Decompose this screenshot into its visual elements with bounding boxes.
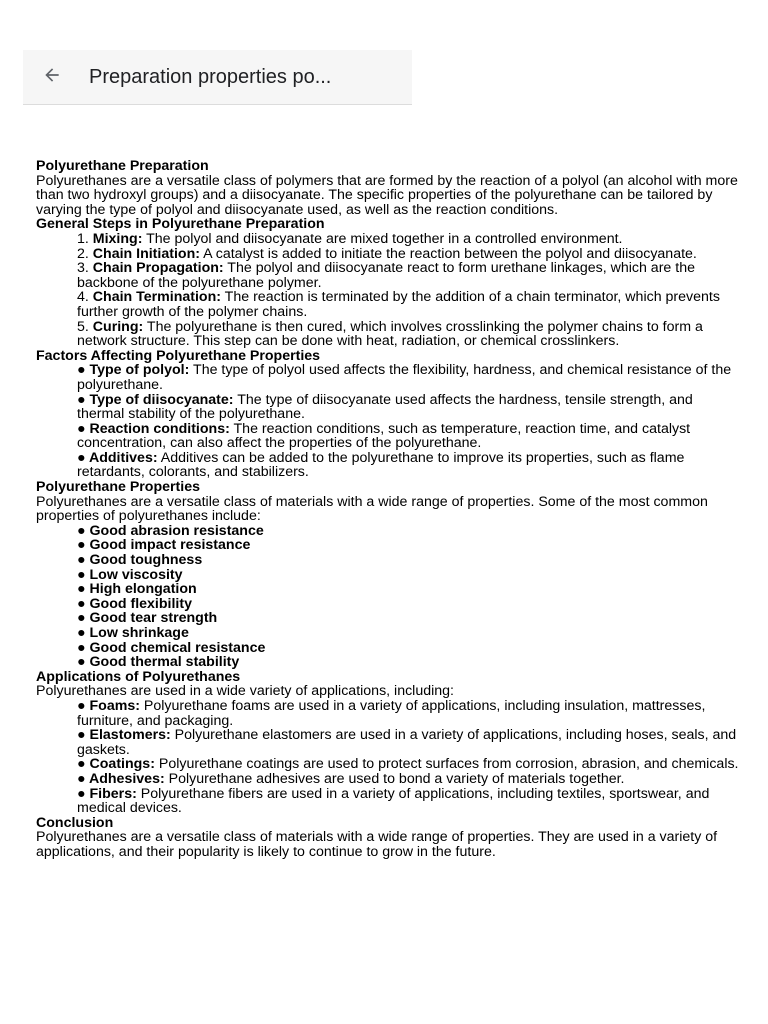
list-item-property: ● Good tear strength [77,610,218,627]
section-heading-conclusion: Conclusion [36,814,114,831]
list-item-step: 5. Curing: The polyurethane is then cured, which involves crosslinking the polymer chains to form a network structure. This step can be done with heat, radiation, or chemical crosslinkers. [77,318,703,350]
list-item-property: ● Good toughness [77,552,203,569]
list-item-step: 3. Chain Propagation: The polyol and diisocyanate react to form urethane linkages, which are the backbone of the polyurethane polymer. [77,260,695,291]
list-item-application: ● Elastomers: Polyurethane elastomers are used in a variety of applications, including hoses, seals, and gaskets. [77,727,737,758]
document-title: Preparation properties po... [89,66,332,88]
document-body [36,159,740,860]
list-item-property: ● Good chemical resistance [77,639,266,656]
list-item-application: ● Fibers: Polyurethane fibers are used in a variety of applications, including textiles, sportswear, and medical devices. [77,785,710,817]
list-item-property: ● Low shrinkage [77,625,189,641]
list-item-property: ● Low viscosity [77,566,183,583]
list-item-application: ● Adhesives: Polyurethane adhesives are used to bond a variety of materials together. [77,770,625,787]
arrow-back-icon [42,65,62,90]
paragraph-conclusion: Polyurethanes are a versatile class of materials with a wide range of properties. They are used in a variety of applications, and their popularity is likely to continue to grow in the future. [36,829,718,860]
list-item-application: ● Foams: Polyurethane foams are used in a variety of applications, including insulation, mattresses, furniture, and packaging. [77,697,706,729]
section-heading-factors: Factors Affecting Polyurethane Properties [36,347,321,364]
list-item-property: ● Good abrasion resistance [77,522,264,539]
list-item-step: 2. Chain Initiation: A catalyst is added to initiate the reaction between the polyol and diisocyanate. [77,245,697,262]
back-button[interactable] [35,60,69,94]
list-item-step: 1. Mixing: The polyol and diisocyanate are mixed together in a controlled environment. [77,230,623,247]
section-heading-preparation: Polyurethane Preparation [36,158,209,174]
section-heading-properties: Polyurethane Properties [36,479,200,496]
list-item-factor: ● Reaction conditions: The reaction conditions, such as temperature, reaction time, and catalyst concentration, can also affect the properties of the polyurethane. [77,420,691,452]
paragraph-properties: Polyurethanes are a versatile class of materials with a wide range of properties. Some of the most common properties of polyurethanes include: [36,493,708,525]
list-item-factor: ● Type of diisocyanate: The type of diisocyanate used affects the hardness, tensile strength, and thermal stability of the polyurethane. [77,391,693,423]
list-item-property: ● Good impact resistance [77,537,251,554]
section-heading-general-steps: General Steps in Polyurethane Preparation [36,216,325,233]
list-item-property: ● High elongation [77,581,197,598]
list-item-property: ● Good flexibility [77,595,192,612]
top-app-bar [23,50,412,105]
list-item-step: 4. Chain Termination: The reaction is terminated by the addition of a chain terminator, which prevents further growth of the polymer chains. [77,289,720,320]
list-item-application: ● Coatings: Polyurethane coatings are used to protect surfaces from corrosion, abrasion, and chemicals. [77,756,739,773]
list-item-factor: ● Type of polyol: The type of polyol used affects the flexibility, hardness, and chemical resistance of the polyurethane. [77,362,732,393]
paragraph-intro: Polyurethanes are a versatile class of polymers that are formed by the reaction of a polyol (an alcohol with more than two hydroxyl groups) and a diisocyanate. The specific properties of the polyurethane can be tailored by varying the type of polyol and diisocyanate used, as well as the reaction conditions. [36,172,738,218]
paragraph-applications: Polyurethanes are used in a wide variety of applications, including: [36,683,454,700]
list-item-factor: ● Additives: Additives can be added to the polyurethane to improve its properties, such as flame retardants, colorants, and stabilizers. [77,449,685,481]
section-heading-applications: Applications of Polyurethanes [36,668,241,685]
list-item-property: ● Good thermal stability [77,654,240,671]
